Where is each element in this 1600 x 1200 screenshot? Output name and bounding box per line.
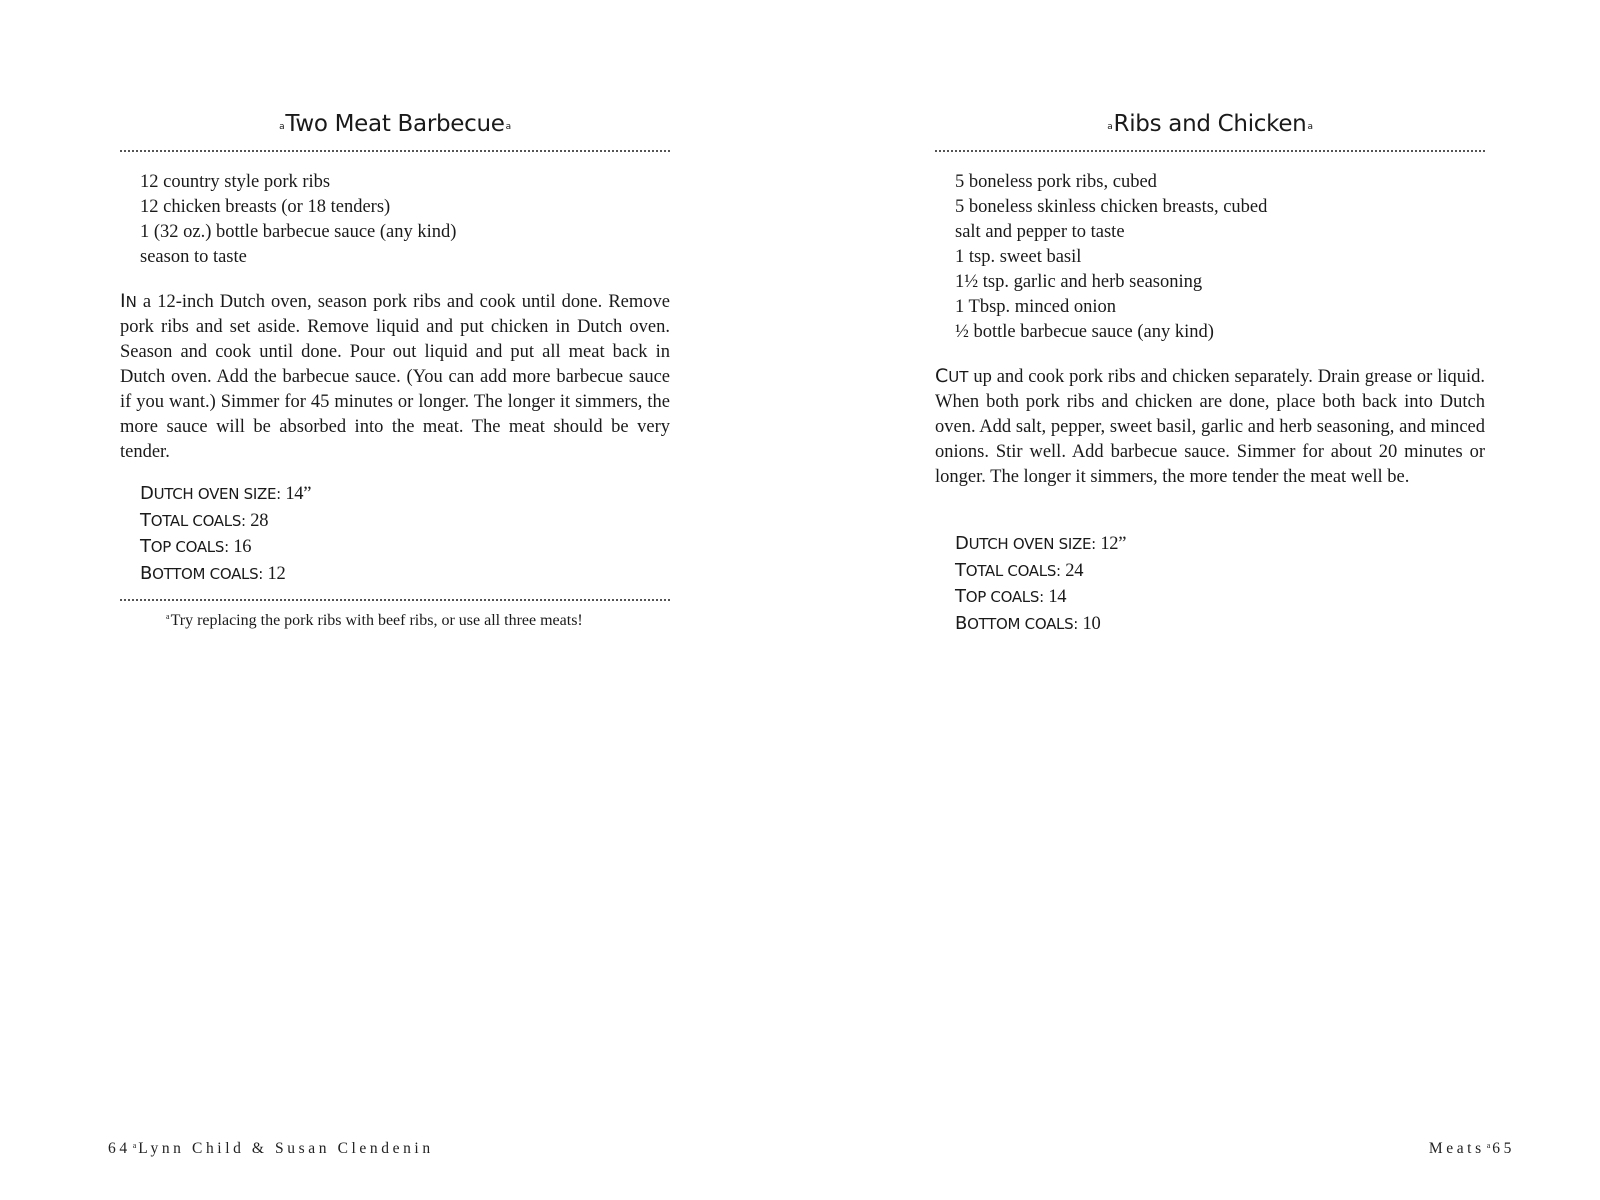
ingredient-item: ½ bottle barbecue sauce (any kind) [955, 322, 1214, 342]
left-page [108, 0, 670, 1200]
ingredient-item: 1 Tbsp. minced onion [955, 297, 1117, 317]
ingredient-item: 12 country style pork ribs [140, 172, 331, 192]
dotted-divider [120, 150, 670, 152]
ingredient-list [955, 170, 1267, 345]
recipe-title [120, 111, 670, 137]
ornament-icon: a [505, 122, 511, 132]
page-footer [108, 1140, 434, 1158]
ingredient-item: 1 (32 oz.) bottle barbecue sauce (any kind) [140, 222, 457, 242]
lead-in: IN [120, 290, 137, 312]
oven-specs [140, 481, 311, 587]
ornament-icon: a [279, 122, 285, 132]
right-page [935, 0, 1515, 1200]
spec-bottom-coals: BOTTOM COALS: 12 [140, 562, 286, 584]
ingredient-item: season to taste [140, 247, 247, 267]
spec-oven-size: DUTCH OVEN SIZE: 14” [140, 483, 312, 504]
spec-total-coals: TOTAL COALS: 24 [955, 559, 1084, 581]
recipe-title [935, 111, 1485, 137]
recipe-title-text: Two Meat Barbecue [285, 111, 505, 137]
oven-specs [955, 531, 1126, 637]
instructions: IN a 12-inch Dutch oven, season pork ribs and cook until done. Remove pork ribs and set aside. Remove liquid and put chicken in Dutch oven. Season and cook until done. Pour out liquid and put all meat back in Dutch oven. Add the barbecue sauce. (You can add more barbecue sauce if you want.) Simmer for 45 minutes or longer. The longer it simmers, the more sauce will be absorbed into the meat. The meat should be very tender. [120, 290, 670, 462]
ornament-icon: a [1307, 122, 1313, 132]
spec-total-coals: TOTAL COALS: 28 [140, 509, 269, 531]
recipe-title-text: Ribs and Chicken [1113, 111, 1307, 137]
spec-oven-size: DUTCH OVEN SIZE: 12” [955, 533, 1127, 554]
ornament-icon: a [166, 612, 170, 621]
ornament-icon: a [132, 1141, 137, 1150]
spec-top-coals: TOP COALS: 16 [140, 536, 252, 557]
ingredient-item: salt and pepper to taste [955, 222, 1125, 242]
dotted-divider [935, 150, 1485, 152]
footnote: $^a$Try replacing the pork ribs with beef ribs, or use all three meats! [166, 612, 583, 629]
instructions: CUT up and cook pork ribs and chicken separately. Drain grease or liquid. When both pork ribs and chicken are done, place both back into Dutch oven. Add salt, pepper, sweet basil, garlic and herb seasoning, and minced onions. Stir well. Add barbecue sauce. Simmer for about 20 minutes or longer. The longer it simmers, the more tender the meat well be. [935, 365, 1485, 487]
spec-top-coals: TOP COALS: 14 [955, 586, 1067, 607]
page-number: 65 [1492, 1140, 1515, 1157]
ingredient-list [140, 170, 456, 270]
running-footer: Meats [1428, 1140, 1485, 1157]
ingredient-item: 1½ tsp. garlic and herb seasoning [955, 272, 1203, 292]
dotted-divider [120, 599, 670, 601]
lead-in: CUT [935, 365, 969, 387]
ornament-icon: a [1486, 1141, 1491, 1150]
ingredient-item: 12 chicken breasts (or 18 tenders) [140, 197, 391, 217]
ingredient-item: 1 tsp. sweet basil [955, 247, 1082, 267]
ingredient-item: 5 boneless pork ribs, cubed [955, 172, 1157, 192]
spec-bottom-coals: BOTTOM COALS: 10 [955, 612, 1101, 634]
ornament-icon: a [1107, 122, 1113, 132]
ingredient-item: 5 boneless skinless chicken breasts, cubed [955, 197, 1268, 217]
running-footer: Lynn Child & Susan Clendenin [138, 1140, 434, 1157]
page-footer [1429, 1140, 1515, 1158]
page-number: 64 [108, 1140, 131, 1157]
